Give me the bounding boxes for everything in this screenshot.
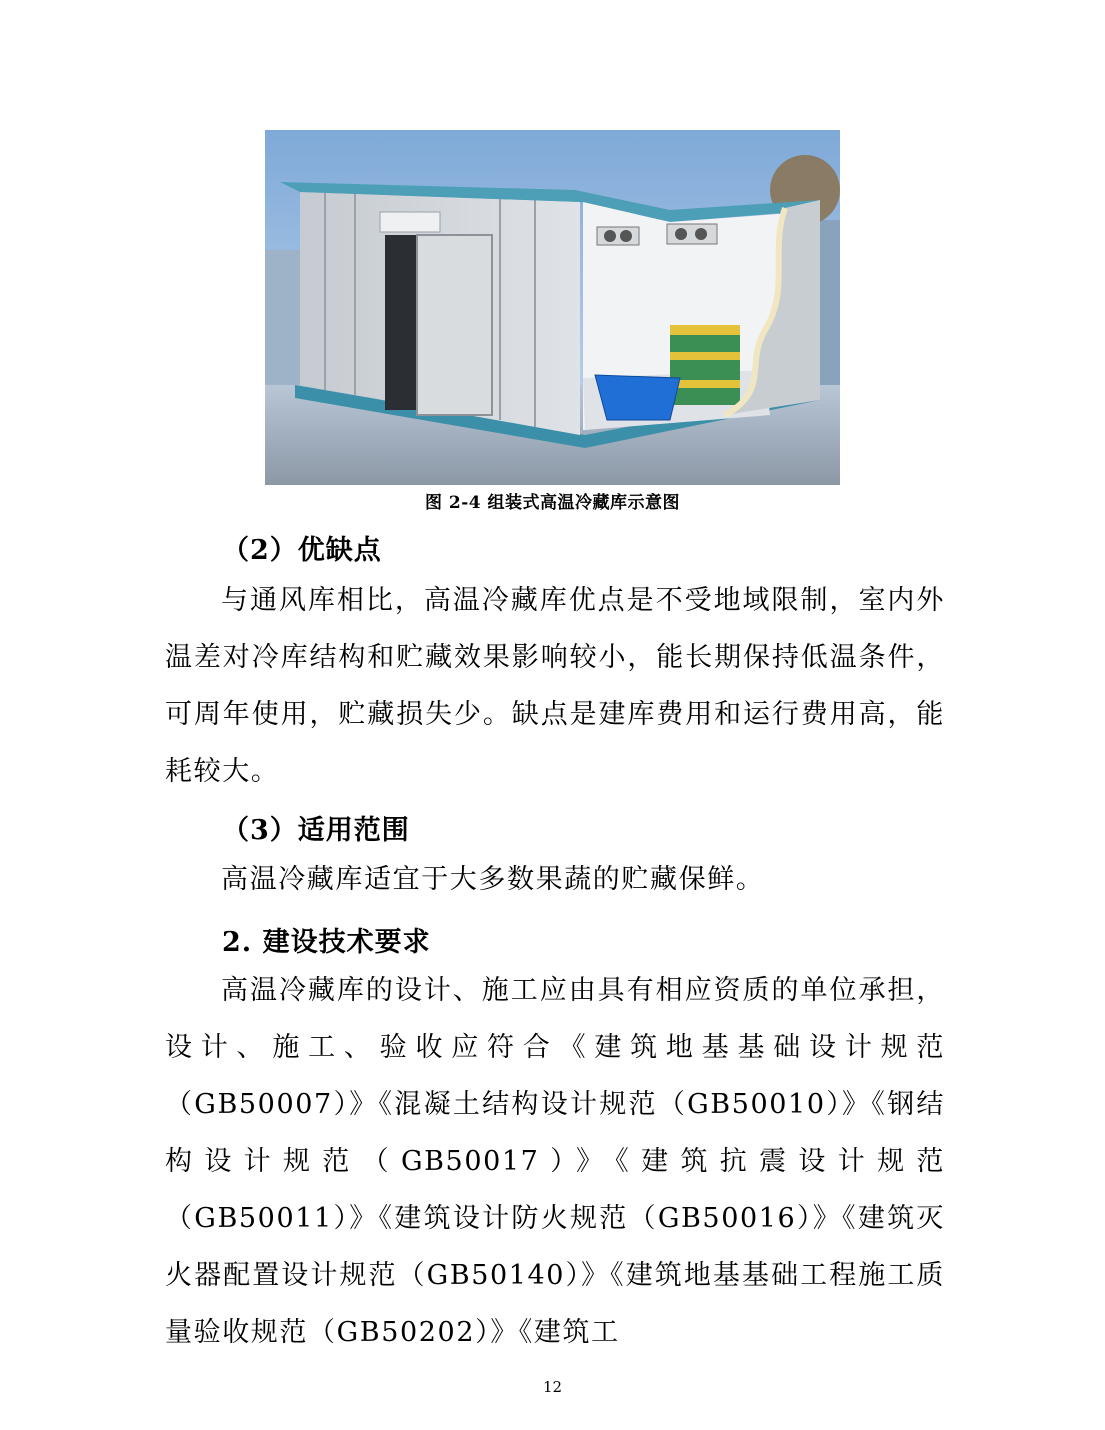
heading-advantages: （2）优缺点 (222, 535, 382, 566)
paragraph-advantages: 与通风库相比，高温冷藏库优点是不受地域限制，室内外温差对冷库结构和贮藏效果影响较小，能长期保持低温条件，可周年使用，贮藏损失少。缺点是建库费用和运行费用高，能耗较大。 (165, 585, 945, 787)
heading-scope: （3）适用范围 (222, 815, 410, 846)
cold-storage-image (265, 130, 840, 485)
paragraph-requirements: 高温冷藏库的设计、施工应由具有相应资质的单位承担，设计、施工、验收应符合《建筑地基基础设计规范（GB50007）》《混凝土结构设计规范（GB50010）》《钢结构设计规范（GB50017）》《建筑抗震设计规范（GB50011）》《建筑设计防火规范（GB50016）》《建筑灭火器配置设计规范（GB50140）》《建筑地基基础工程施工质量验收规范（GB50202）》《建筑工 (165, 975, 945, 1348)
heading-requirements: 2. 建设技术要求 (222, 927, 431, 958)
cold-storage-illustration (265, 130, 840, 485)
figure-caption: 图 2-4 组装式高温冷藏库示意图 (424, 493, 681, 513)
paragraph-scope: 高温冷藏库适宜于大多数果蔬的贮藏保鲜。 (221, 864, 765, 895)
page-number: 12 (542, 1378, 563, 1396)
